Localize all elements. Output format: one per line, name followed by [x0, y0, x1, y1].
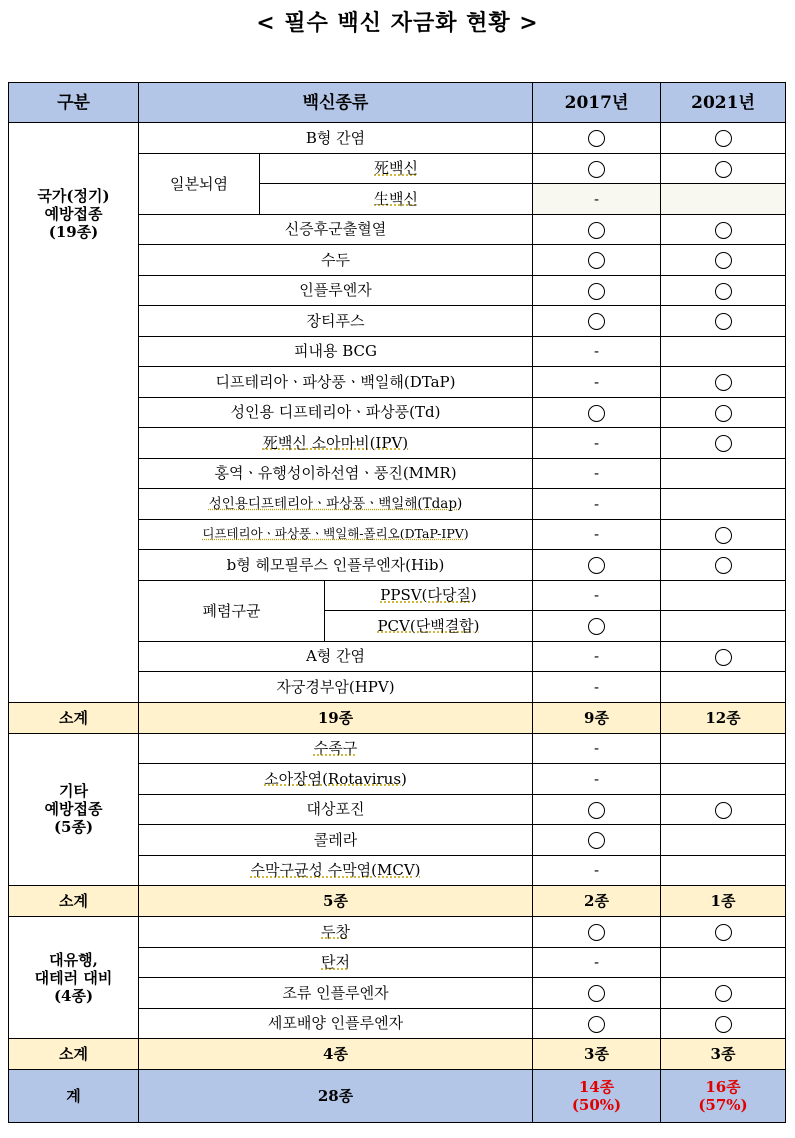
status-2021: [661, 978, 786, 1009]
subgroup-pneumococcal: 폐렴구균: [139, 580, 325, 641]
vaccine-name: 피내용 BCG: [139, 336, 533, 367]
circle-mark-icon: [588, 924, 605, 941]
status-2017: [533, 672, 661, 703]
status-2017: [533, 397, 661, 428]
vaccine-name: 홍역ㆍ유행성이하선염ㆍ풍진(MMR): [139, 458, 533, 489]
subtotal-2021: 12종: [661, 702, 786, 733]
dash-mark: -: [593, 586, 600, 605]
subtotal-row: [9, 1039, 786, 1070]
vaccine-name: [139, 947, 533, 978]
total-row: [9, 1070, 786, 1123]
vaccine-name: [139, 733, 533, 764]
circle-mark-icon: [588, 1016, 605, 1033]
vaccine-name: 수두: [139, 245, 533, 276]
table-row: [9, 917, 786, 948]
vaccine-name-text: 성인용디프테리아ㆍ파상풍ㆍ백일해(Tdap): [208, 495, 463, 512]
total-2021: [661, 1070, 786, 1123]
vaccine-name: 자궁경부암(HPV): [139, 672, 533, 703]
total-2021-percent: (57%): [698, 1096, 748, 1114]
status-2021: [661, 672, 786, 703]
subtotal-2017: 3종: [533, 1039, 661, 1070]
vaccine-name: 세포배양 인플루엔자: [139, 1008, 533, 1039]
vaccine-name: [139, 917, 533, 948]
vaccine-name: 대상포진: [139, 794, 533, 825]
vaccine-name: [139, 855, 533, 886]
status-2017: [533, 336, 661, 367]
status-2017: [533, 611, 661, 642]
vaccine-name: 신증후군출혈열: [139, 214, 533, 245]
dash-mark: -: [593, 953, 600, 972]
subtotal-count: 4종: [139, 1039, 533, 1070]
status-2017: [533, 917, 661, 948]
vaccine-name: [139, 519, 533, 550]
vaccine-name: [139, 489, 533, 520]
total-2017: [533, 1070, 661, 1123]
status-2017: [533, 825, 661, 856]
vaccine-name-text: 소아장염(Rotavirus): [264, 769, 407, 788]
status-2021: [661, 214, 786, 245]
circle-mark-icon: [715, 161, 732, 178]
vaccine-name-text: 수막구균성 수막염(MCV): [250, 861, 421, 880]
header-2017: 2017년: [533, 83, 661, 123]
total-count: 28종: [139, 1070, 533, 1123]
vaccine-name-text: 탄저: [321, 953, 350, 972]
status-2021: [661, 428, 786, 459]
group-pandemic: [9, 917, 139, 1039]
vaccine-name: [139, 428, 533, 459]
status-2017: [533, 855, 661, 886]
group-label: 대유행, 대테러 대비 (4종): [34, 950, 113, 1005]
subtotal-label: 소계: [9, 886, 139, 917]
circle-mark-icon: [715, 527, 732, 544]
status-2017: [533, 428, 661, 459]
subtotal-2021: 3종: [661, 1039, 786, 1070]
vaccine-table: [8, 82, 786, 1123]
circle-mark-icon: [588, 313, 605, 330]
circle-mark-icon: [715, 649, 732, 666]
circle-mark-icon: [715, 985, 732, 1002]
circle-mark-icon: [588, 283, 605, 300]
status-2017: [533, 978, 661, 1009]
vaccine-name: 성인용 디프테리아ㆍ파상풍(Td): [139, 397, 533, 428]
dash-mark: -: [593, 677, 600, 696]
header-category: 구분: [9, 83, 139, 123]
status-2017: [533, 214, 661, 245]
dash-mark: -: [593, 525, 600, 544]
header-vaccine: 백신종류: [139, 83, 533, 123]
group-other: [9, 733, 139, 886]
subtotal-2017: 9종: [533, 702, 661, 733]
status-2021: [661, 519, 786, 550]
status-2017: [533, 1008, 661, 1039]
vaccine-name-text: PCV(단백결합): [377, 616, 480, 635]
status-2021: [661, 917, 786, 948]
dash-mark: -: [593, 342, 600, 361]
status-2017: [533, 733, 661, 764]
vaccine-name-text: 두창: [321, 922, 350, 941]
dash-mark: -: [593, 769, 600, 788]
vaccine-name: B형 간염: [139, 123, 533, 154]
status-2021: [661, 1008, 786, 1039]
subtotal-2017: 2종: [533, 886, 661, 917]
status-2017: [533, 123, 661, 154]
dash-mark: -: [593, 494, 600, 513]
vaccine-name: 디프테리아ㆍ파상풍ㆍ백일해(DTaP): [139, 367, 533, 398]
table-row: [9, 123, 786, 154]
dash-mark: -: [593, 647, 600, 666]
group-national-continued: [9, 306, 139, 703]
circle-mark-icon: [588, 222, 605, 239]
status-2021: [661, 611, 786, 642]
status-2021: [661, 794, 786, 825]
status-2017: [533, 794, 661, 825]
vaccine-name: 인플루엔자: [139, 275, 533, 306]
vaccine-name-text: PPSV(다당질): [380, 586, 477, 605]
dash-mark: -: [593, 189, 600, 208]
circle-mark-icon: [715, 222, 732, 239]
subtotal-2021: 1종: [661, 886, 786, 917]
dash-mark: -: [593, 739, 600, 758]
dash-mark: -: [593, 464, 600, 483]
circle-mark-icon: [588, 832, 605, 849]
total-label: 계: [9, 1070, 139, 1123]
status-2021: [661, 306, 786, 337]
status-2017: [533, 489, 661, 520]
status-2021: [661, 947, 786, 978]
vaccine-name: [139, 764, 533, 795]
total-2021-count: 16종: [705, 1078, 741, 1096]
status-2021: [661, 458, 786, 489]
total-2017-count: 14종: [578, 1078, 615, 1096]
vaccine-name: 장티푸스: [139, 306, 533, 337]
status-2021: [661, 764, 786, 795]
circle-mark-icon: [588, 985, 605, 1002]
status-2017: [533, 550, 661, 581]
vaccine-name-text: 수족구: [313, 739, 358, 758]
status-2021: [661, 825, 786, 856]
table-row: [9, 306, 786, 337]
status-2021: [661, 336, 786, 367]
status-2021: [661, 855, 786, 886]
circle-mark-icon: [715, 405, 732, 422]
page-title: < 필수 백신 자금화 현황 >: [256, 10, 539, 36]
vaccine-name-text: 디프테리아ㆍ파상풍ㆍ백일해-폴리오(DTaP-IPV): [202, 526, 469, 542]
vaccine-name: 조류 인플루엔자: [139, 978, 533, 1009]
circle-mark-icon: [588, 618, 605, 635]
circle-mark-icon: [588, 161, 605, 178]
circle-mark-icon: [715, 313, 732, 330]
dash-mark: -: [593, 861, 600, 880]
vaccine-name: [260, 184, 533, 215]
circle-mark-icon: [715, 252, 732, 269]
subtotal-label: 소계: [9, 702, 139, 733]
status-2021: [661, 489, 786, 520]
vaccine-name: b형 헤모필루스 인플루엔자(Hib): [139, 550, 533, 581]
circle-mark-icon: [715, 557, 732, 574]
vaccine-name-text: 生백신: [374, 189, 418, 208]
status-2021: [661, 367, 786, 398]
status-2017: [533, 367, 661, 398]
circle-mark-icon: [588, 252, 605, 269]
status-2021: [661, 550, 786, 581]
vaccine-name-text: 死백신 소아마비(IPV): [262, 433, 409, 452]
circle-mark-icon: [715, 924, 732, 941]
circle-mark-icon: [715, 130, 732, 147]
circle-mark-icon: [588, 802, 605, 819]
circle-mark-icon: [588, 557, 605, 574]
status-2017: [533, 580, 661, 611]
status-2021: [661, 184, 786, 215]
vaccine-name-text: 死백신: [374, 159, 418, 178]
status-2021: [661, 153, 786, 184]
vaccine-name: [325, 580, 533, 611]
vaccine-name: A형 간염: [139, 641, 533, 672]
subgroup-japanese-encephalitis: 일본뇌염: [139, 153, 260, 214]
vaccine-name: 콜레라: [139, 825, 533, 856]
status-2017: [533, 245, 661, 276]
circle-mark-icon: [715, 802, 732, 819]
status-2021: [661, 397, 786, 428]
subtotal-row: [9, 702, 786, 733]
status-2021: [661, 123, 786, 154]
subtotal-label: 소계: [9, 1039, 139, 1070]
circle-mark-icon: [588, 405, 605, 422]
status-2021: [661, 580, 786, 611]
circle-mark-icon: [715, 435, 732, 452]
status-2017: [533, 947, 661, 978]
status-2017: [533, 184, 661, 215]
status-2017: [533, 275, 661, 306]
total-2017-percent: (50%): [571, 1096, 622, 1114]
status-2017: [533, 519, 661, 550]
status-2021: [661, 245, 786, 276]
status-2017: [533, 458, 661, 489]
group-label: 국가(정기) 예방접종 (19종): [37, 187, 110, 242]
dash-mark: -: [593, 433, 600, 452]
circle-mark-icon: [715, 283, 732, 300]
subtotal-count: 5종: [139, 886, 533, 917]
vaccine-name: [260, 153, 533, 184]
circle-mark-icon: [715, 374, 732, 391]
circle-mark-icon: [715, 1016, 732, 1033]
group-label: 기타 예방접종 (5종): [44, 782, 103, 837]
subtotal-row: [9, 886, 786, 917]
vaccine-name: [325, 611, 533, 642]
group-national: [9, 123, 139, 306]
circle-mark-icon: [588, 130, 605, 147]
table-header-row: [9, 83, 786, 123]
status-2017: [533, 153, 661, 184]
status-2017: [533, 641, 661, 672]
status-2017: [533, 764, 661, 795]
status-2021: [661, 733, 786, 764]
header-2021: 2021년: [661, 83, 786, 123]
status-2017: [533, 306, 661, 337]
dash-mark: -: [593, 372, 600, 391]
status-2021: [661, 275, 786, 306]
subtotal-count: 19종: [139, 702, 533, 733]
table-row: [9, 733, 786, 764]
status-2021: [661, 641, 786, 672]
